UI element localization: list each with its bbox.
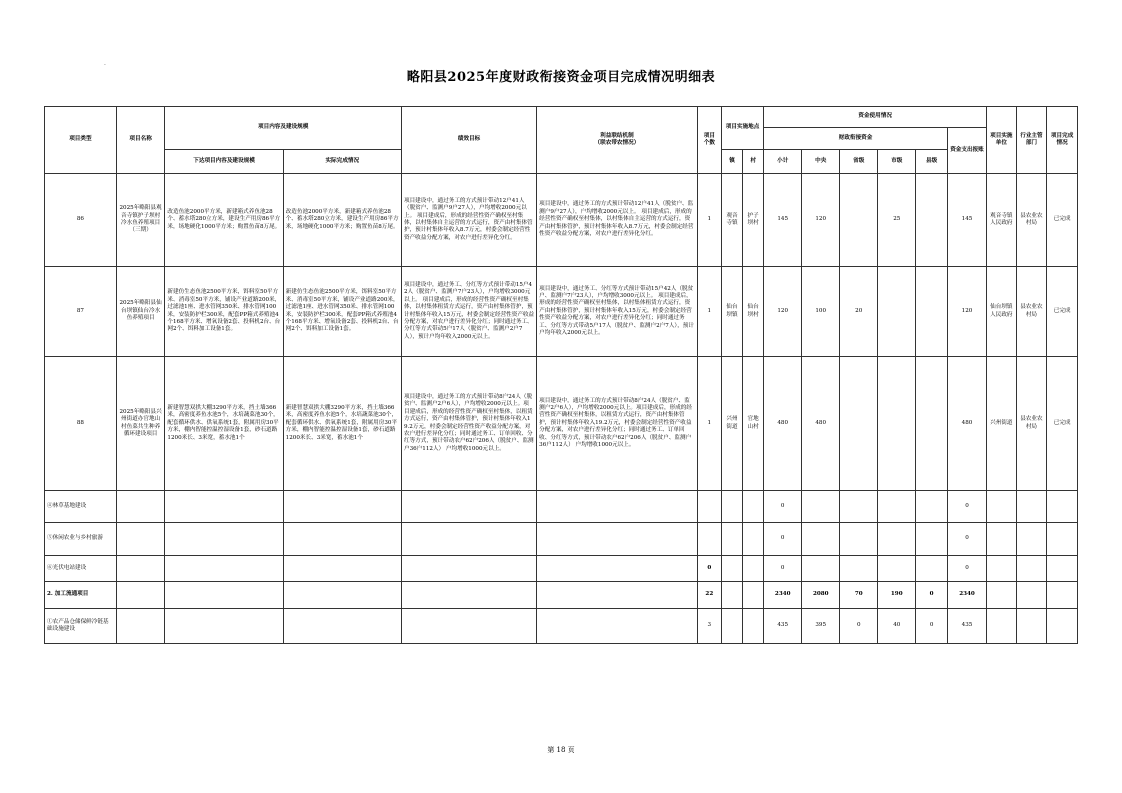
header-fiscal: 财政衔接资金: [764, 128, 948, 150]
category-subtotal: 0: [764, 556, 802, 582]
category-count: 22: [697, 582, 721, 609]
category-central: [802, 523, 840, 556]
row-status: 已完成: [1047, 357, 1078, 491]
row-subtotal: 480: [764, 357, 802, 491]
row-town: 仙台坝镇: [721, 267, 742, 357]
row-town: 观音寺镇: [721, 174, 742, 267]
table-row: [45, 357, 1078, 491]
row-mechanism: 项目建设中，通过务工的方式预计带动12户41人（脱贫户、监测户9户27人），户均增收2000元以上。 项目建成后，形成的经营性资产确权至村集体，以村集体自主运营的方式运行，资产由村集体管护，预计村集体年收入8.7万元，村委会制定经营性资产收益分配方案，对农户进行差异化分红。: [537, 174, 698, 267]
row-dept: 县农业农村局: [1016, 357, 1047, 491]
category-count: 3: [697, 609, 721, 644]
row-dept: 县农业农村局: [1016, 174, 1047, 267]
row-expenditure: 145: [947, 174, 986, 267]
header-village: 村: [743, 150, 764, 174]
header-town: 镇: [721, 150, 742, 174]
category-row: [45, 582, 1078, 609]
row-actual: 新建智慧双拱大棚3290平方米，挡土墙366米，高密度养鱼水池5个，水培蔬菜池30个，配套循环供水、供氧系统1套，附属用房30平方米，棚内智能控温控湿设备1套，砂石道路1200米长、3米宽，蓄水池1个: [283, 357, 401, 491]
header-city: 市级: [878, 150, 916, 174]
row-subtotal: 145: [764, 174, 802, 267]
row-province: 20: [840, 267, 878, 357]
header-status: 项目完成情况: [1047, 107, 1078, 174]
category-label: 2. 加工流通项目: [45, 582, 117, 609]
header-mechanism: 利益联结机制 （联农带农情况）: [537, 107, 698, 174]
category-expenditure: 0: [947, 523, 986, 556]
category-province: [840, 523, 878, 556]
table-row: [45, 174, 1078, 267]
category-subtotal: 0: [764, 491, 802, 523]
header-subtotal: 小计: [764, 150, 802, 174]
row-city: 25: [878, 174, 916, 267]
row-county: [916, 174, 948, 267]
category-count: 0: [697, 556, 721, 582]
header-unit: 项目实施单位: [987, 107, 1017, 174]
header-county: 县级: [916, 150, 948, 174]
row-expenditure: 480: [947, 357, 986, 491]
row-mechanism: 项目建设中，通过务工、分红等方式预计带动15户42人（脱贫户、监测户7户23人），户均增收3000元以上。 项目建成后，形成的经营性资产确权至村集体，以村集体租赁方式运行，资产由村集体管护，预计村集体年收入15万元，村委会制定经营性资产收益分配方案，对农户进行差异化分红；同时通过务工、分红等方式带动5户17人（脱贫户、监测户2户7人），预计户均年收入2000元以上。: [537, 267, 698, 357]
category-central: [802, 491, 840, 523]
row-status: 已完成: [1047, 174, 1078, 267]
row-type: 87: [45, 267, 117, 357]
row-province: [840, 357, 878, 491]
row-planned: 新建仿生态鱼池2500平方米，饵料室50平方米、消毒室50平方米，铺设产业道路200米，过滤池1座、进水管网350米、排水管网100米，安装防护栏300米，配套PP箱式养殖池4个168平方米、增氧设备2套、投料机2台、台网2个、饵料加工设备1套。: [165, 267, 283, 357]
category-county: 0: [916, 609, 948, 644]
category-row: [45, 523, 1078, 556]
category-province: 70: [840, 582, 878, 609]
category-count: [697, 523, 721, 556]
category-county: 0: [916, 582, 948, 609]
row-actual: 改造鱼池2000平方米，新建箱式养鱼池28个、蓄水塔280立方米，建设生产用房86平方米，场地硬化1000平方米；购置鱼苗8万尾。: [283, 174, 401, 267]
category-city: [878, 523, 916, 556]
row-unit: 仙台坝镇人民政府: [987, 267, 1017, 357]
row-count: 1: [697, 357, 721, 491]
row-count: 1: [697, 267, 721, 357]
category-city: [878, 491, 916, 523]
row-type: 86: [45, 174, 117, 267]
row-type: 88: [45, 357, 117, 491]
row-name: 2025年略阳县仙台坝镇仙台冷水鱼养殖项目: [116, 267, 165, 357]
category-city: 40: [878, 609, 916, 644]
row-subtotal: 120: [764, 267, 802, 357]
detail-table: [44, 106, 1078, 644]
category-row: [45, 556, 1078, 582]
category-expenditure: 0: [947, 491, 986, 523]
document-title: 略阳县2025年度财政衔接资金项目完成情况明细表: [406, 70, 716, 85]
row-city: [878, 267, 916, 357]
header-funds-use: 资金使用情况: [764, 107, 987, 128]
header-central: 中央: [802, 150, 840, 174]
category-county: [916, 523, 948, 556]
category-label: ①农产品仓储保鲜冷链基础设施建设: [45, 609, 117, 644]
row-county: [916, 267, 948, 357]
category-central: 2080: [802, 582, 840, 609]
row-central: 120: [802, 174, 840, 267]
table-row: [45, 267, 1078, 357]
category-province: 0: [840, 609, 878, 644]
row-goal: 项目建设中，通过务工的方式预计带动12户41人（脱贫户、监测户9户27人），户均增收2000元以上。 项目建成后，形成的经营性资产确权至村集体，以村集体自主运营的方式运行，资产由村集体管护，预计村集体年收入8.7万元，村委会制定经营性资产收益分配方案，对农户进行差异化分红。: [401, 174, 536, 267]
header-goal: 绩效目标: [401, 107, 536, 174]
row-province: [840, 174, 878, 267]
category-city: [878, 556, 916, 582]
row-status: 已完成: [1047, 267, 1078, 357]
row-expenditure: 120: [947, 267, 986, 357]
row-mechanism: 项目建设中，通过务工的方式预计带动8户24人（脱贫户、监测户2户6人），户均增收2000元以上。项目建成后，形成的经营性资产确权至村集体，以租赁方式运行，资产由村集体管护，预计村集体年收入19.2万元，村委会制定经营性资产收益分配方案，对农户进行差异化分红；同时通过务工、订单回收、分红等方式，预计带动农户62户206人（脱贫户、监测户36户112人） 户均增收1000元以上。: [537, 357, 698, 491]
header-dept: 行业主管部门: [1016, 107, 1047, 174]
header-actual: 实际完成情况: [283, 150, 401, 174]
category-province: [840, 556, 878, 582]
category-central: 395: [802, 609, 840, 644]
header-province: 省级: [840, 150, 878, 174]
category-label: ④林草基地建设: [45, 491, 117, 523]
row-town: 兴州街道: [721, 357, 742, 491]
category-expenditure: 435: [947, 609, 986, 644]
header-expenditure: 资金支出报账: [947, 128, 986, 174]
row-planned: 改造鱼池2000平方米，新建箱式养鱼池28个、蓄水塔280立方米，建设生产用房86平方米，场地硬化1000平方米；购置鱼苗8万尾。: [165, 174, 283, 267]
category-row: [45, 609, 1078, 644]
row-name: 2025年略阳县兴州街道办官地山村鱼菜共生种养循环建设项目: [116, 357, 165, 491]
row-actual: 新建仿生态鱼池2500平方米，饵料室50平方米、消毒室50平方米，铺设产业道路200米，过滤池1座、进水管网350米、排水管网100米，安装防护栏300米，配套PP箱式养殖池4个168平方米、增氧设备2套、投料机2台、台网2个、饵料加工设备1套。: [283, 267, 401, 357]
row-county: [916, 357, 948, 491]
category-province: [840, 491, 878, 523]
row-unit: 兴州街道: [987, 357, 1017, 491]
category-label: ⑥光伏电站建设: [45, 556, 117, 582]
category-label: ⑤休闲农业与乡村旅游: [45, 523, 117, 556]
row-unit: 观音寺镇人民政府: [987, 174, 1017, 267]
row-central: 480: [802, 357, 840, 491]
header-planned: 下达项目内容及建设规模: [165, 150, 283, 174]
category-row: [45, 491, 1078, 523]
row-village: 仙台坝村: [743, 267, 764, 357]
category-expenditure: 2340: [947, 582, 986, 609]
row-name: 2025年略阳县观音寺镇护子坝村冷水鱼养殖项目（三期）: [116, 174, 165, 267]
category-subtotal: 435: [764, 609, 802, 644]
row-village: 官地山村: [743, 357, 764, 491]
header-name: 项目名称: [116, 107, 165, 174]
header-type: 项目类型: [45, 107, 117, 174]
category-county: [916, 556, 948, 582]
category-subtotal: 0: [764, 523, 802, 556]
header-content: 项目内容及建设规模: [165, 107, 402, 150]
row-dept: 县农业农村局: [1016, 267, 1047, 357]
category-subtotal: 2340: [764, 582, 802, 609]
category-city: 190: [878, 582, 916, 609]
row-village: 护子坝村: [743, 174, 764, 267]
header-location: 项目实施地点: [721, 107, 763, 150]
row-planned: 新建智慧双拱大棚3290平方米，挡土墙366米，高密度养鱼水池5个，水培蔬菜池30个，配套循环供水、供氧系统1套，附属用房30平方米，棚内智能控温控湿设备1套，砂石道路1200米长、3米宽，蓄水池1个: [165, 357, 283, 491]
row-goal: 项目建设中，通过务工、分红等方式预计带动15户42人（脱贫户、监测户7户23人），户均增收3000元以上。 项目建成后，形成的经营性资产确权至村集体，以村集体租赁方式运行，资产由村集体管护，预计村集体年收入15万元，村委会制定经营性资产收益分配方案，对农户进行差异化分红；同时通过务工、分红等方式带动5户17人（脱贫户、监测户2户7人），预计户均年收入2000元以上。: [401, 267, 536, 357]
category-county: [916, 491, 948, 523]
row-count: 1: [697, 174, 721, 267]
row-goal: 项目建设中，通过务工的方式预计带动8户24人（脱贫户、监测户2户6人），户均增收2000元以上。项目建成后，形成的经营性资产确权至村集体，以租赁方式运行，资产由村集体管护，预计村集体年收入19.2万元，村委会制定经营性资产收益分配方案，对农户进行差异化分红；同时通过务工、订单回收、分红等方式，预计带动农户62户206人（脱贫户、监测户36户112人） 户均增收1000元以上。: [401, 357, 536, 491]
page-number: 第 18 页: [547, 746, 575, 754]
category-central: [802, 556, 840, 582]
row-central: 100: [802, 267, 840, 357]
category-count: [697, 491, 721, 523]
header-count: 项目 个数: [697, 107, 721, 174]
row-city: [878, 357, 916, 491]
page-mark: ·: [104, 62, 106, 69]
category-expenditure: 0: [947, 556, 986, 582]
